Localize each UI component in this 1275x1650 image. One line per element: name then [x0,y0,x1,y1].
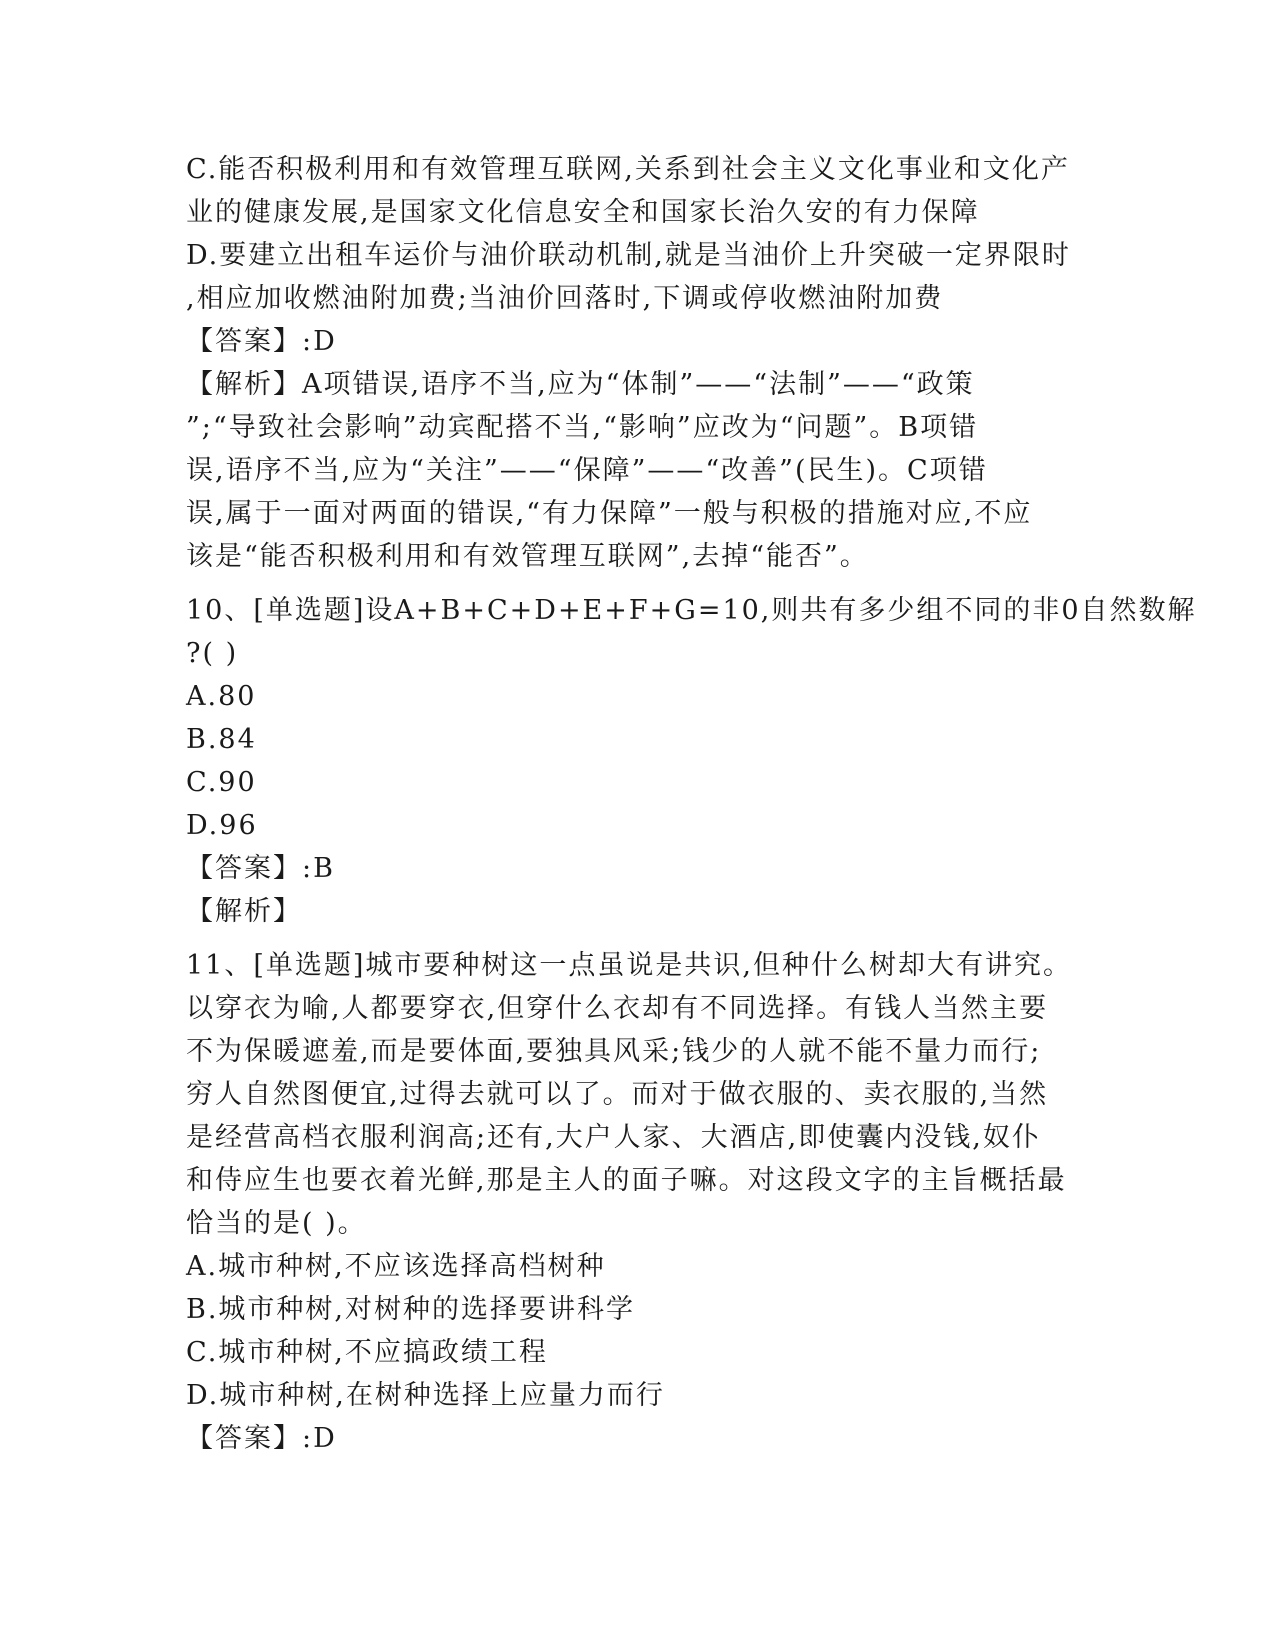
q10-option-d: D.96 [186,810,258,841]
prev-question-block [186,148,1086,578]
q10-analysis: 【解析】 [186,896,302,927]
q11-option-b: B.城市种树,对树种的选择要讲科学 [186,1294,636,1325]
q11-stem-line-4: 穷人自然图便宜,过得去就可以了。而对于做衣服的、卖衣服的,当然 [186,1079,1049,1110]
analysis-line-1: 【解析】A项错误,语序不当,应为“体制”——“法制”——“政策 [186,369,975,400]
q11-option-d: D.城市种树,在树种选择上应量力而行 [186,1380,665,1411]
q10-option-c: C.90 [186,767,257,798]
q10-stem-line-2: ?( ) [186,638,239,669]
q11-stem-line-1: 11、[单选题]城市要种树这一点虽说是共识,但种什么树却大有讲究。 [186,950,1073,981]
question-10-block [186,589,1197,933]
q10-option-b: B.84 [186,724,257,755]
page-content [186,148,1197,1460]
q10-option-a: A.80 [186,681,257,712]
option-c-line-1: C.能否积极利用和有效管理互联网,关系到社会主义文化事业和文化产 [186,154,1070,185]
q11-answer: 【答案】:D [186,1423,337,1454]
analysis-line-4: 误,属于一面对两面的错误,“有力保障”一般与积极的措施对应,不应 [186,498,1033,529]
q11-option-a: A.城市种树,不应该选择高档树种 [186,1251,606,1282]
q11-stem-line-7: 恰当的是( )。 [186,1208,367,1239]
spacer [186,933,1086,944]
q10-stem-line-1: 10、[单选题]设A+B+C+D+E+F+G=10,则共有多少组不同的非0自然数解 [186,595,1197,626]
q11-option-c: C.城市种树,不应搞政绩工程 [186,1337,548,1368]
option-d-line-1: D.要建立出租车运价与油价联动机制,就是当油价上升突破一定界限时 [186,240,1071,271]
spacer [186,578,1086,589]
analysis-line-2: ”;“导致社会影响”动宾配搭不当,“影响”应改为“问题”。B项错 [186,412,979,443]
q10-answer: 【答案】:B [186,853,335,884]
analysis-line-5: 该是“能否积极利用和有效管理互联网”,去掉“能否”。 [186,541,869,572]
option-c-line-2: 业的健康发展,是国家文化信息安全和国家长治久安的有力保障 [186,197,980,228]
question-11-block [186,944,1086,1460]
q11-stem-line-6: 和侍应生也要衣着光鲜,那是主人的面子嘛。对这段文字的主旨概括最 [186,1165,1067,1196]
option-d-line-2: ,相应加收燃油附加费;当油价回落时,下调或停收燃油附加费 [186,283,944,314]
q11-stem-line-5: 是经营高档衣服利润高;还有,大户人家、大酒店,即使囊内没钱,奴仆 [186,1122,1041,1153]
q11-stem-line-2: 以穿衣为喻,人都要穿衣,但穿什么衣却有不同选择。有钱人当然主要 [186,993,1049,1024]
analysis-line-3: 误,语序不当,应为“关注”——“保障”——“改善”(民生)。C项错 [186,455,988,486]
answer: 【答案】:D [186,326,337,357]
q11-stem-line-3: 不为保暖遮羞,而是要体面,要独具风采;钱少的人就不能不量力而行; [186,1036,1042,1067]
